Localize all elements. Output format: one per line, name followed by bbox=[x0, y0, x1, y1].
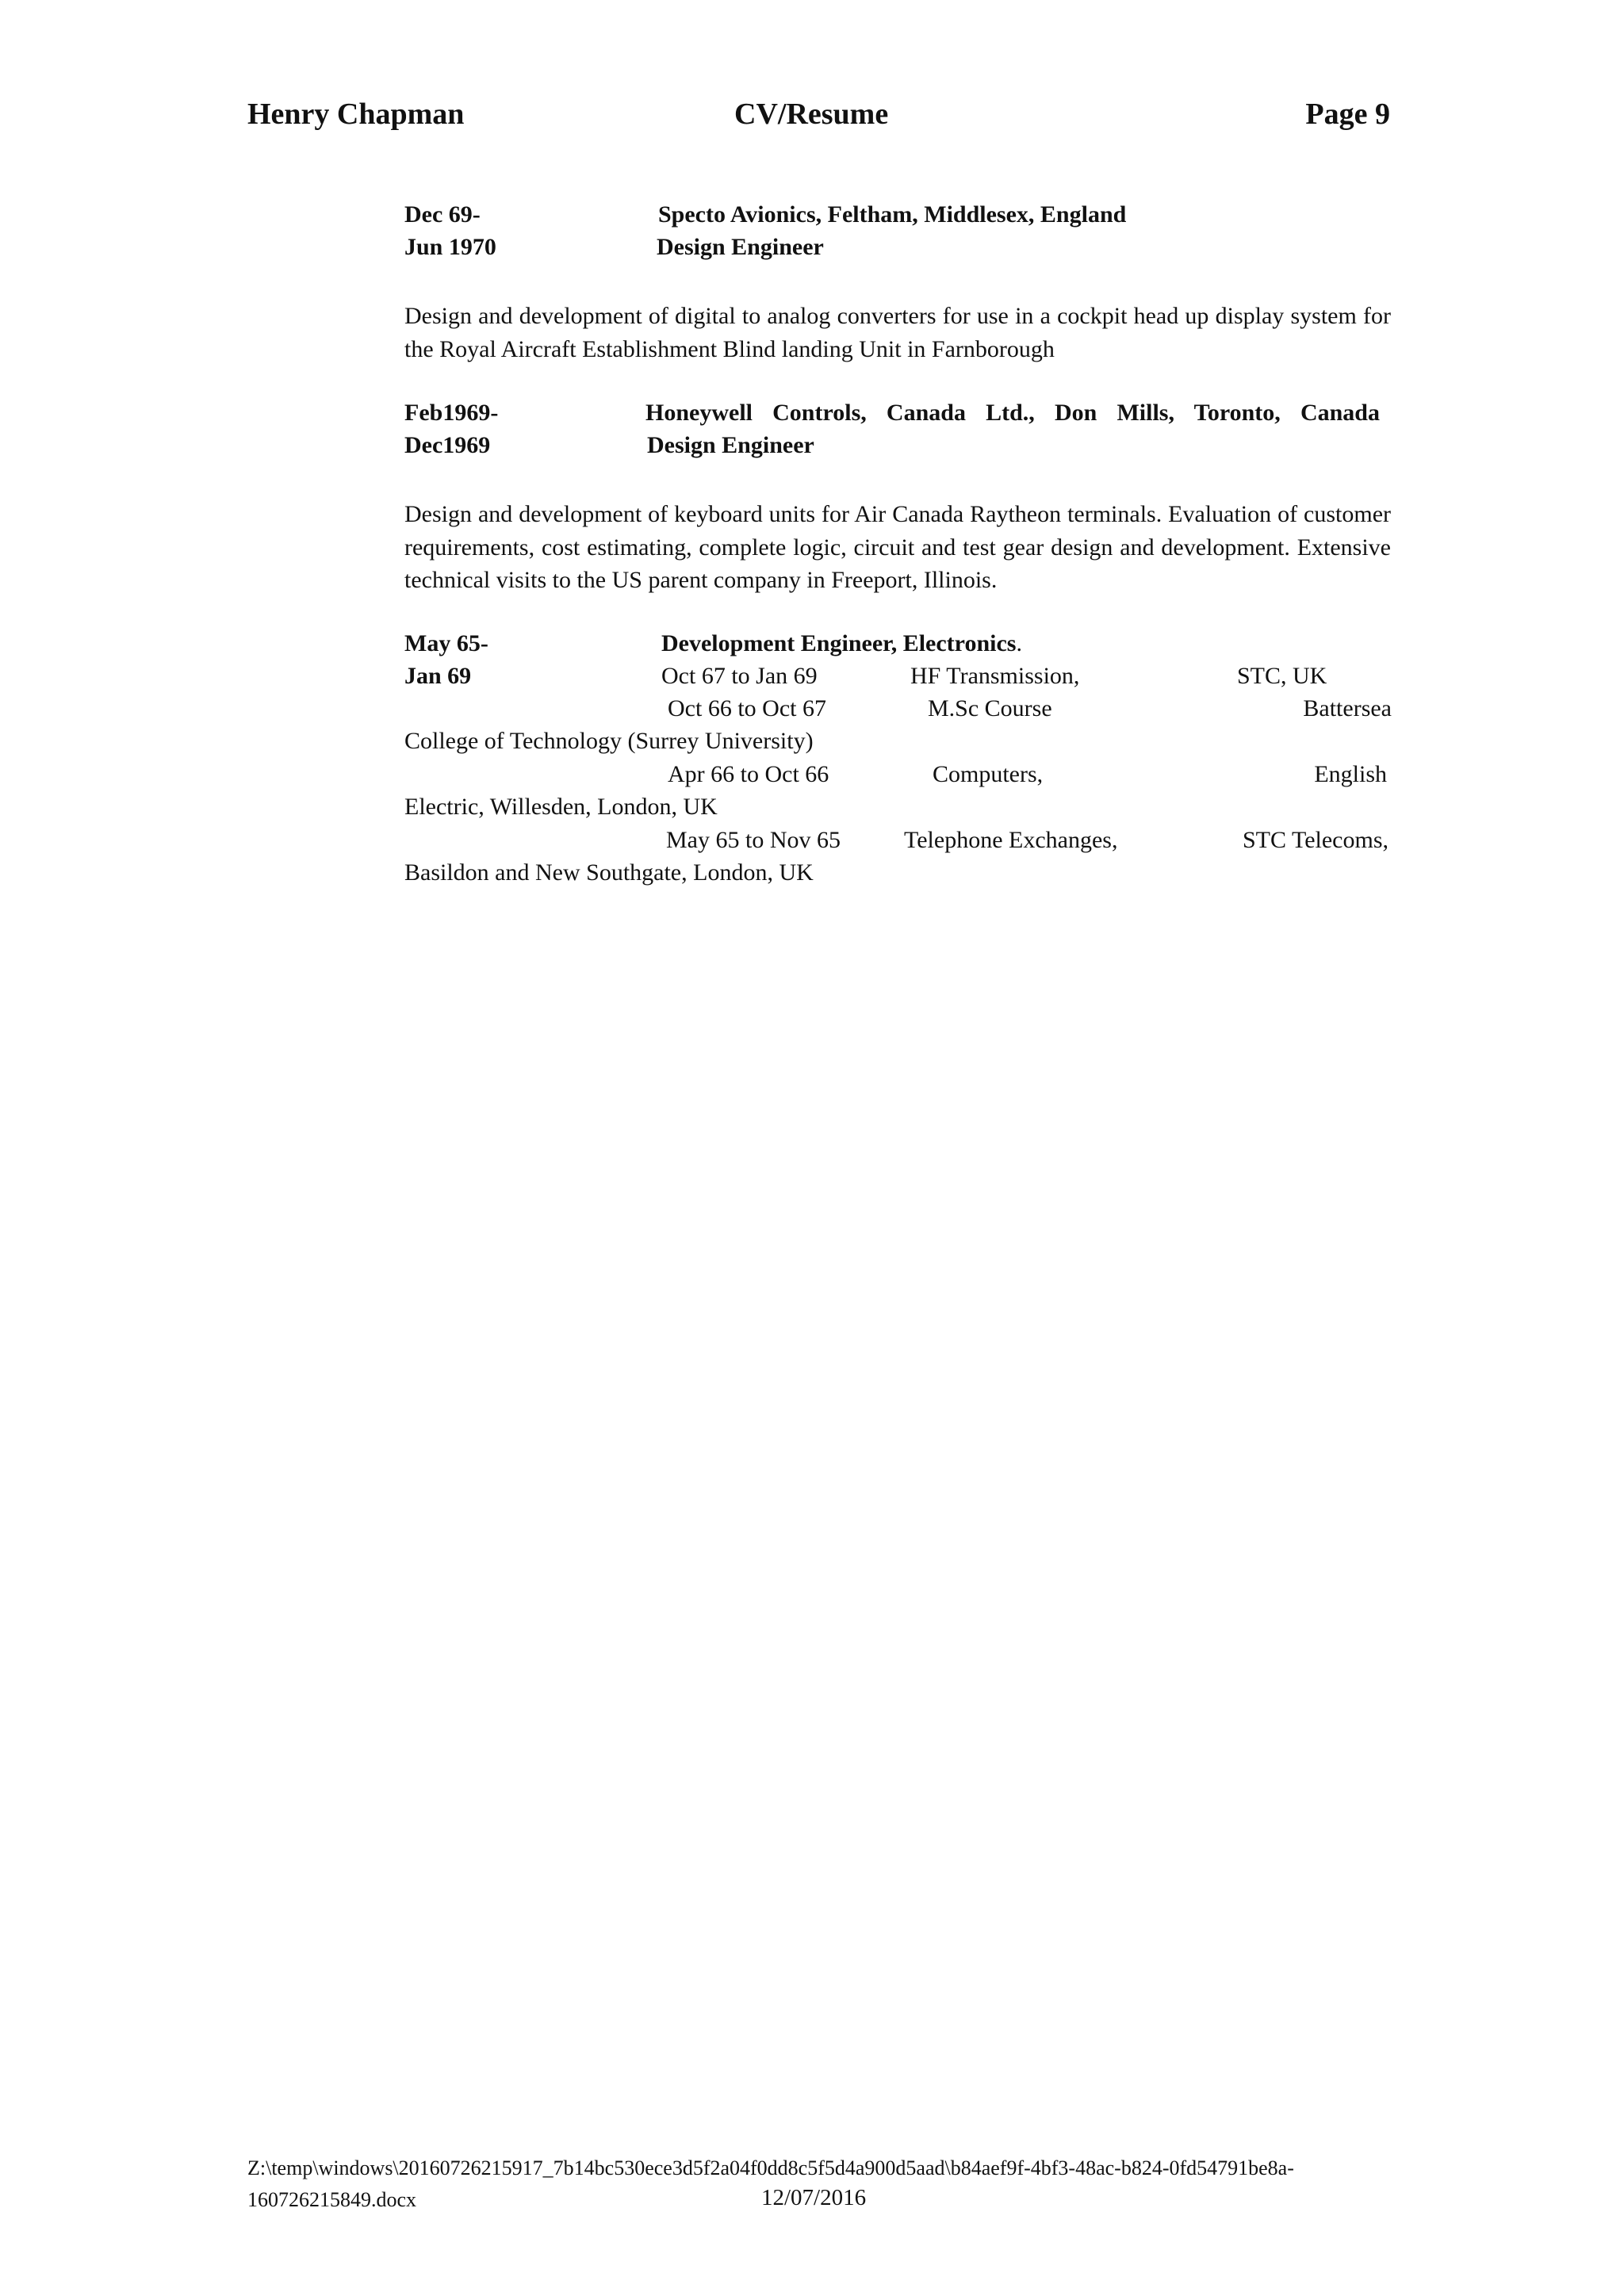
placement-field: HF Transmission, bbox=[910, 663, 1080, 689]
placement-org: STC, UK bbox=[1237, 663, 1327, 689]
placement-org: STC Telecoms, bbox=[1243, 827, 1388, 853]
placement-field: Computers, bbox=[933, 761, 1044, 787]
footer-date: 12/07/2016 bbox=[761, 2185, 867, 2210]
entry-description: Design and development of keyboard units for Air Canada Raytheon terminals. Evaluation of customer requirements, cost estimating, complete logic, circuit and test gear design and development. Extensive technical visits to the US parent company in Freeport, Illinois. bbox=[404, 501, 1391, 593]
entry-role: Design Engineer bbox=[657, 234, 824, 260]
entry-date-to: Jan 69 bbox=[404, 663, 472, 689]
header-page-number: Page 9 bbox=[1305, 98, 1390, 131]
entry-date-to: Jun 1970 bbox=[404, 234, 496, 260]
placement-period: Oct 67 to Jan 69 bbox=[661, 663, 818, 689]
placement-org-continued: Electric, Willesden, London, UK bbox=[404, 794, 718, 820]
header-title: CV/Resume bbox=[734, 98, 889, 131]
placement-field: Telephone Exchanges, bbox=[904, 827, 1118, 853]
entry-role: Development Engineer, Electronics bbox=[661, 630, 1017, 656]
entry-date-from: May 65- bbox=[404, 630, 488, 656]
entry-description: Design and development of digital to analog converters for use in a cockpit head up display system for the Royal Aircraft Establishment Blind landing Unit in Farnborough bbox=[404, 303, 1391, 362]
placement-period: Oct 66 to Oct 67 bbox=[668, 695, 826, 721]
entry-role-line bbox=[661, 630, 1022, 657]
entry-role: Design Engineer bbox=[647, 432, 814, 458]
entry-date-from: Dec 69- bbox=[404, 201, 481, 228]
placement-period: May 65 to Nov 65 bbox=[666, 827, 841, 853]
placement-period: Apr 66 to Oct 66 bbox=[668, 761, 829, 787]
placement-org-continued: Basildon and New Southgate, London, UK bbox=[404, 859, 814, 886]
placement-field: M.Sc Course bbox=[928, 695, 1052, 721]
footer-file-name: 160726215849.docx bbox=[247, 2188, 417, 2211]
header-name: Henry Chapman bbox=[247, 98, 465, 131]
entry-employer: Specto Avionics, Feltham, Middlesex, England bbox=[658, 201, 1127, 228]
entry-employer: Honeywell Controls, Canada Ltd., Don Mills, Toronto, Canada bbox=[645, 400, 1380, 426]
entry-role-suffix: . bbox=[1016, 630, 1022, 656]
placement-org-continued: College of Technology (Surrey University) bbox=[404, 728, 814, 754]
placement-org: English bbox=[1314, 761, 1387, 787]
footer-file-path: Z:\temp\windows\20160726215917_7b14bc530ece3d5f2a04f0dd8c5f5d4a900d5aad\b84aef9f-4bf3-48ac-b824-0fd54791be8a- bbox=[247, 2156, 1294, 2179]
placement-org: Battersea bbox=[1303, 695, 1392, 721]
entry-date-to: Dec1969 bbox=[404, 432, 491, 458]
entry-date-from: Feb1969- bbox=[404, 400, 499, 426]
